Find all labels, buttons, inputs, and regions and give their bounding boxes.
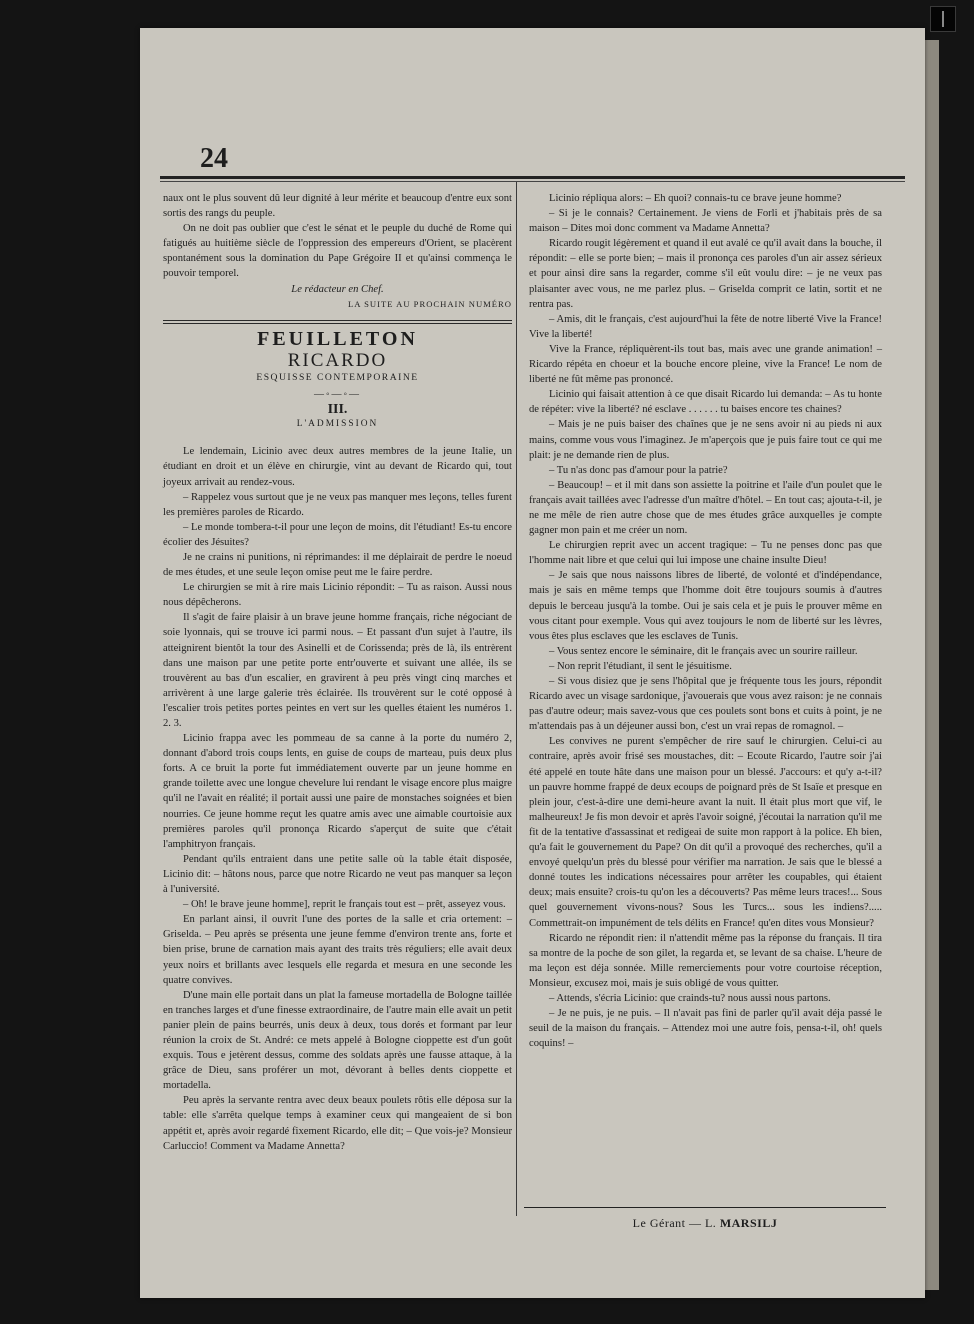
right-column: [529, 191, 882, 1051]
story-paragraph: – Vous sentez encore le séminaire, dit le français avec un sourire railleur.: [549, 645, 858, 657]
story-paragraph: En parlant ainsi, il ouvrit l'une des portes de la salle et cria ortement: – Griselda. – Peu après se présenta une jeune femme d'environ trente ans, forte et bien prise, brune de carnation mais ayant des traits très réguliers; elle avait deux yeux noirs et brillants avec lesquels elle regarda et mesura en une seconde les quatre convives.: [163, 914, 512, 986]
story-paragraph: – Beaucoup! – et il mit dans son assiette la poitrine et l'aile d'un poulet que le français avait taillées avec l'adresse d'un maître d'hôtel. – En tout cas; ajouta-t-il, je ne me mêle de rien autre chose que de mes études grâce auxquelles je compte gagner mon pain et me créer un nom.: [529, 479, 882, 537]
story-paragraph: – Rappelez vous surtout que je ne veux pas manquer mes leçons, telles furent les premières paroles de Ricardo.: [163, 491, 512, 518]
story-title: RICARDO: [287, 349, 388, 371]
continued-note: LA SUITE AU PROCHAIN NUMÉRO: [347, 298, 512, 309]
story-paragraph: D'une main elle portait dans un plat la fameuse mortadella de Bologne taillée en tranches larges et d'une finesse extraordinaire, de l'autre main elle avait un petit panier plein de pains beurrés, unis deux à deux, tous dorés et formant par leur réunion la croix de St. André: ce mets appelé à Bologne cioppette est d'un goût exquis. Tous e jetèrent dessus, comme des soldats après une fausse attaque, à la grâce de Dieu, sans proférer un mot, dévorant à belles dents cioppette et mortadella.: [163, 989, 512, 1092]
left-column: [163, 191, 512, 1154]
manager-line: [524, 1216, 886, 1231]
story-subtitle: ESQUISSE CONTEMPORAINE: [256, 371, 419, 383]
header-rule-thin: [160, 181, 905, 182]
story-paragraph: Peu après la servante rentra avec deux beaux poulets rôtis elle déposa sur la table: elle s'arrêta quelque temps à examiner ceux qui mangeaient de si bon appétit et, après avoir regardé fixement Ricardo, elle dit; – Que vois-je? Monsieur Carluccio! Comment va Madame Annetta?: [163, 1095, 512, 1152]
story-paragraph: Le chirurgien reprit avec un accent tragique: – Tu ne penses donc pas que l'homme nait libre et que celui qui lui impose une chaine insulte Dieu!: [529, 540, 882, 567]
story-paragraph: – Attends, s'écria Licinio: que crainds-tu? nous aussi nous partons.: [549, 992, 831, 1004]
story-paragraph: Licinio répliqua alors: – Eh quoi? connais-tu ce brave jeune homme?: [549, 193, 842, 204]
manager-label: Le Gérant — L.: [632, 1216, 717, 1230]
feuilleton-heading: FEUILLETON: [257, 327, 418, 350]
manager-name: MARSILJ: [719, 1216, 778, 1230]
story-paragraph: Pendant qu'ils entraient dans une petite salle où la table était disposée, Licinio dit: – hâtons nous, parce que notre Ricardo ne veut pas manquer sa leçon à l'université.: [163, 853, 512, 896]
back-sheet-edge: [925, 40, 939, 1290]
footer-rule: [524, 1207, 886, 1208]
story-paragraph: Je ne crains ni punitions, ni réprimandes: il me déplairait de perdre le noeud de mes études, et une seule leçon omise peut me le faire perdre.: [163, 551, 512, 579]
story-paragraph: – Mais je ne puis baiser des chaînes que je ne sens avoir ni au pieds ni aux mains, comme vous vous l'imaginez. Je m'aperçois que je puis faire tout ce qui me plait: je ne demande rien de plus.: [529, 419, 882, 461]
story-paragraph: Le chirurgien se mit à rire mais Licinio répondit: – Tu as raison. Aussi nous nous dépêcherons.: [163, 582, 512, 609]
chapter-title: L'ADMISSION: [296, 419, 379, 430]
story-paragraph: Il s'agit de faire plaisir à un brave jeune homme français, riche négociant de soie lyonnais, qui se trouve ici parmi nous. – Et passant d'un sujet à l'autre, ils atteignirent bientôt la tour des Asinelli et de Corissenda; près de là, ils entrèrent dans une maison par une petite porte entr'ouverte et suivant une allée, ils se trouvèrent au bas d'un escalier, en gravirent à peu près vingt cinq marches et arrivèrent à une large galerie très éclairée. Ils trouvèrent sur le coté opposé à l'escalier trois petites portes peintes en vert sur les quelles étaient les numéros 1. 2. 3.: [163, 612, 512, 729]
story-paragraph: Le lendemain, Licinio avec deux autres membres de la jeune Italie, un étudiant en droit et un élève en chirurgie, vint au devant de Ricardo qui, tout joyeux arrivait au rendez-vous.: [163, 446, 512, 488]
editor-signature: Le rédacteur en Chef.: [291, 283, 384, 295]
story-paragraph: – Si vous disiez que je sens l'hôpital que je fréquente tous les jours, répondit Ricardo avec un visage sardonique, j'avouerais que vous avez raison: je ne connais pas d'autre odeur; mais savez-vous que ces poulets sont bons et cuits à point, je ne m'attendais pas à un déjeuner aussi bon, c'est un vrai repas de romagnol. –: [529, 676, 882, 733]
story-paragraph: – Je sais que nous naissons libres de liberté, de volonté et d'indépendance, mais je sais en même temps que l'homme doit être toujours soumis à d'autres depuis le berceau jusqu'à la tombe. Oui je sais cela et je puis le prouver même en vous citant pour exemple. Vous qui avez toujours le nom de liberté sur les lèvres, vous êtes plus esclaves que les esclaves de Tunis.: [529, 570, 882, 642]
story-paragraph: – Tu n'as donc pas d'amour pour la patrie?: [549, 464, 728, 476]
story-paragraph: – Je ne puis, je ne puis. – Il n'avait pas fini de parler qu'il avait déja passé le seuil de la maison du français. – Attendez moi une autre fois, pensa-t-il, oh! quels coquins! –: [529, 1008, 882, 1050]
story-paragraph: – Amis, dit le français, c'est aujourd'hui la fête de notre liberté Vive la France! Vive la liberté!: [529, 313, 882, 340]
intro-paragraph: naux ont le plus souvent dû leur dignité à leur mérite et beaucoup d'entre eux sont sortis des rangs du peuple.: [163, 193, 512, 220]
page-number: 24: [200, 143, 228, 174]
corner-marker-icon: [930, 6, 956, 32]
story-paragraph: Ricardo ne répondit rien: il n'attendit même pas la réponse du français. Il tira sa montre de la poche de son gilet, la regarda et, se levant de sa chaise. L'heure de ma leçon est déja sonnée. Mille remerciements pour votre courtoise réception, Monsieur, excusez moi, mais je suis obligé de vous quitter.: [529, 932, 882, 989]
story-paragraph: – Le monde tombera-t-il pour une leçon de moins, dit l'étudiant! Es-tu encore écolier des Jésuites?: [163, 521, 512, 548]
intro-paragraph: On ne doit pas oublier que c'est le sénat et le peuple du duché de Rome qui fatigués au huitième siècle de l'oppression des empereurs d'Orient, se placèrent spontanément sous la domination du Pape Grégoire II et qu'ainsi commença le pouvoir temporel.: [163, 223, 512, 280]
story-paragraph: Licinio frappa avec les pommeau de sa canne à la porte du numéro 2, donnant d'abord trois coups lents, en guise de coups de marteau, puis deux plus forts. A ce bruit la porte fut immédiatement ouverte par un jeune homme en grande toilette avec une longue chevelure lui rendant le visage encore plus maigre qu'il ne l'avait en réalité; il portait aussi une paire de monstaches soignées et bien nourries. Ce jeune homme reçut les quatre amis avec une aimable courtoisie aux premières paroles qu'il prononça Ricardo s'aperçut de suite que c'était l'amphitryon français.: [163, 733, 512, 850]
story-paragraph: Vive la France, répliquèrent-ils tout bas, mais avec une grande animation! – Ricardo répéta en choeur et la bouche encore pleine, vive la France! Le nom de liberté ne fût même pas prononcé.: [529, 343, 882, 386]
story-paragraph: Ricardo rougit légèrement et quand il eut avalé ce qu'il avait dans la bouche, il répondit: – elle se porte bien; – mais il prononça ces paroles d'un air assez sérieux et pour ainsi dire sans la regarder, comme s'il eût voulu dire: – je ne veux pas plaisanter avec vous, ne me parlez plus. – Griselda comprit ce latin, sortit et ne rentra pas.: [529, 238, 882, 310]
chapter-number: III.: [327, 402, 348, 418]
section-separator: [163, 320, 512, 324]
story-paragraph: Licinio qui faisait attention à ce que disait Ricardo lui demanda: – As tu honte de répéter: vive la liberté? né esclave . . . . . . tu baises encore tes chaines?: [529, 389, 882, 416]
column-divider: [516, 182, 517, 1216]
story-paragraph: – Non reprit l'étudiant, il sent le jésuitisme.: [549, 660, 732, 672]
story-paragraph: – Si je le connais? Certainement. Je viens de Forli et j'habitais près de sa maison – Dites moi donc comment va Madame Annetta?: [529, 208, 882, 235]
ornament-divider: —◦—◦—: [313, 389, 362, 401]
story-paragraph: Les convives ne purent s'empêcher de rire sauf le chirurgien. Celui-ci au contraire, après avoir frisé ses moustaches, dit: – Ecoute Ricardo, l'autre soir j'ai été appelé en toute hâte dans une maison pour un blessé. J'accours: et qu'y a-t-il? un pauvre homme frappé de deux ecoups de poignard près de St Isaïe et presque en plein jour, c'est-à-dire une demi-heure avant la nuit. Il était plus mort que vif, le malheureux! Je fis mon devoir et après l'avoir soigné, j'écoutai la narration qu'il me fit de la tentative d'assassinat et redigeai de suite mon rapport à la police. Eh bien, qu'a fait le gouvernement du Pape? On dit qu'il a provoqué des recherches, qu'il a envoyé quelqu'un près du blessé pour vérifier ma narration. Je sais que le blessé a donné toutes les indications nécessaires pour arrêter les coupables, qui étaient deux; mais ensuite? crois-tu qu'on les a découverts? Pas même leurs traces!... Sous quel gouvernement vivons-nous? Sous les Turcs... sous les indiens?..... Commettrait-on impunément de tels délits en France! qu'en dites vous Monsieur?: [529, 736, 882, 929]
header-rule: [160, 176, 905, 179]
story-paragraph: – Oh! le brave jeune homme], reprit le français tout est – prêt, asseyez vous.: [183, 899, 506, 911]
